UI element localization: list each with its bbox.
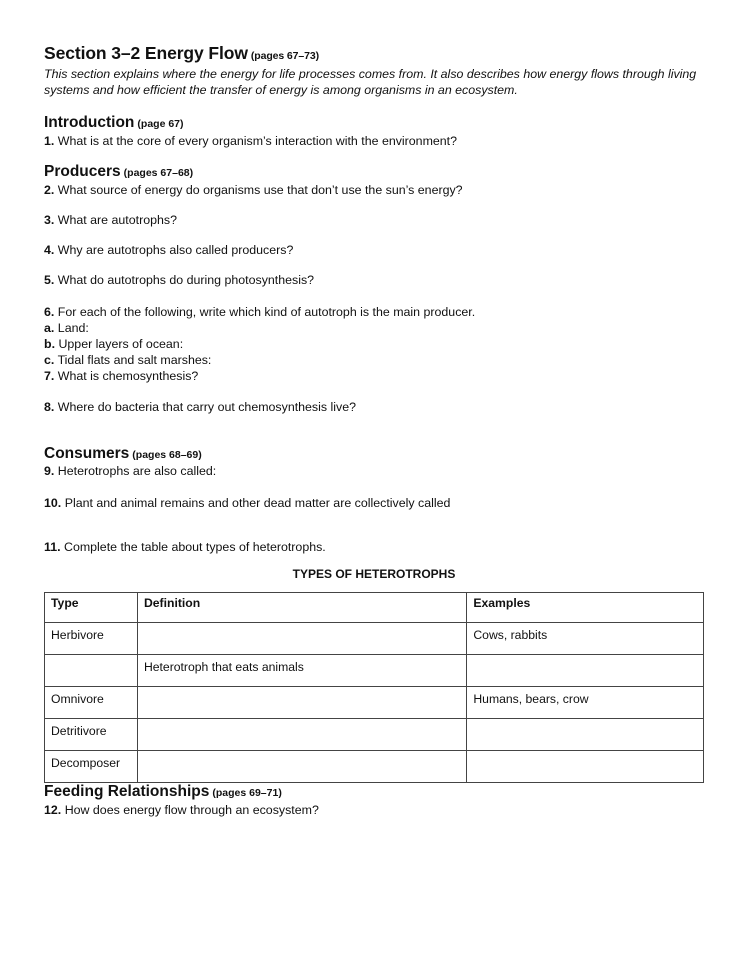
question-letter: a. (44, 321, 55, 335)
consumers-pages: (pages 68–69) (132, 449, 202, 461)
question-text: What are autotrophs? (57, 213, 177, 227)
cell-examples (467, 655, 704, 687)
cell-definition (137, 687, 466, 719)
table-row (45, 751, 704, 783)
question-letter: c. (44, 353, 55, 367)
cell-type: Detritivore (45, 719, 138, 751)
question-number: 1. (44, 134, 55, 148)
question-text: What is at the core of every organism’s interaction with the environment? (57, 134, 458, 148)
question-text: Upper layers of ocean: (58, 337, 184, 351)
question-number: 11. (44, 540, 61, 554)
header-type: Type (45, 593, 138, 623)
question-number: 2. (44, 183, 55, 197)
question-4 (44, 243, 293, 257)
question-number: 6. (44, 305, 55, 319)
cell-definition: Heterotroph that eats animals (137, 655, 466, 687)
producers-heading (44, 163, 193, 181)
question-number: 4. (44, 243, 55, 257)
section-title-text: Section 3–2 Energy Flow (44, 43, 248, 63)
cell-examples: Cows, rabbits (467, 623, 704, 655)
cell-type (45, 655, 138, 687)
question-text: Why are autotrophs also called producers? (57, 243, 294, 257)
question-text: Complete the table about types of heterotrophs. (64, 540, 326, 554)
introduction-heading-text: Introduction (44, 114, 135, 131)
table-row (45, 719, 704, 751)
cell-examples (467, 751, 704, 783)
cell-definition (137, 623, 466, 655)
feeding-heading (44, 783, 282, 801)
question-text: Land: (57, 321, 89, 335)
table-row (45, 623, 704, 655)
cell-type: Omnivore (45, 687, 138, 719)
question-text: Tidal flats and salt marshes: (57, 353, 212, 367)
cell-definition (137, 751, 466, 783)
question-number: 10. (44, 496, 62, 510)
cell-type: Herbivore (45, 623, 138, 655)
question-6 (44, 305, 475, 319)
consumers-heading-text: Consumers (44, 445, 130, 462)
question-2 (44, 183, 463, 197)
cell-definition (137, 719, 466, 751)
question-1 (44, 134, 457, 148)
producers-pages: (pages 67–68) (123, 167, 194, 179)
consumers-heading (44, 445, 202, 463)
question-text: Plant and animal remains and other dead matter are collectively called (64, 496, 451, 510)
table-title: TYPES OF HETEROTROPHS (292, 567, 456, 581)
header-examples: Examples (467, 593, 704, 623)
question-text: How does energy flow through an ecosystem? (64, 803, 319, 817)
question-text: What source of energy do organisms use that don’t use the sun’s energy? (57, 183, 463, 197)
question-10 (44, 496, 450, 510)
cell-examples (467, 719, 704, 751)
question-text: For each of the following, write which kind of autotroph is the main producer. (57, 305, 476, 319)
question-3 (44, 213, 177, 227)
question-text: What do autotrophs do during photosynthesis? (57, 273, 315, 287)
heterotrophs-table (44, 592, 704, 783)
section-pages: (pages 67–73) (250, 50, 320, 62)
feeding-pages: (pages 69–71) (212, 787, 282, 799)
question-number: 9. (44, 464, 55, 478)
table-row (45, 687, 704, 719)
table-row (45, 655, 704, 687)
question-8 (44, 400, 356, 414)
question-text: Where do bacteria that carry out chemosynthesis live? (57, 400, 357, 414)
cell-examples: Humans, bears, crow (467, 687, 704, 719)
introduction-heading (44, 114, 184, 132)
question-11 (44, 540, 326, 554)
introduction-pages: (page 67) (137, 118, 184, 130)
cell-type: Decomposer (45, 751, 138, 783)
section-title (44, 43, 319, 64)
producers-heading-text: Producers (44, 163, 121, 180)
question-text: Heterotrophs are also called: (57, 464, 217, 478)
question-7 (44, 369, 198, 383)
question-6a (44, 321, 89, 335)
question-5 (44, 273, 314, 287)
section-description: This section explains where the energy for life processes comes from. It also describes how energy flows through living systems and how efficient the transfer of energy is among organisms in an ecosystem. (44, 67, 697, 97)
question-number: 7. (44, 369, 55, 383)
question-number: 8. (44, 400, 55, 414)
question-number: 3. (44, 213, 55, 227)
question-number: 5. (44, 273, 55, 287)
question-text: What is chemosynthesis? (57, 369, 199, 383)
question-6b (44, 337, 183, 351)
question-number: 12. (44, 803, 62, 817)
question-9 (44, 464, 216, 478)
question-12 (44, 803, 319, 817)
table-header-row (45, 593, 704, 623)
feeding-heading-text: Feeding Relationships (44, 783, 210, 800)
header-definition: Definition (137, 593, 466, 623)
question-letter: b. (44, 337, 56, 351)
question-6c (44, 353, 211, 367)
